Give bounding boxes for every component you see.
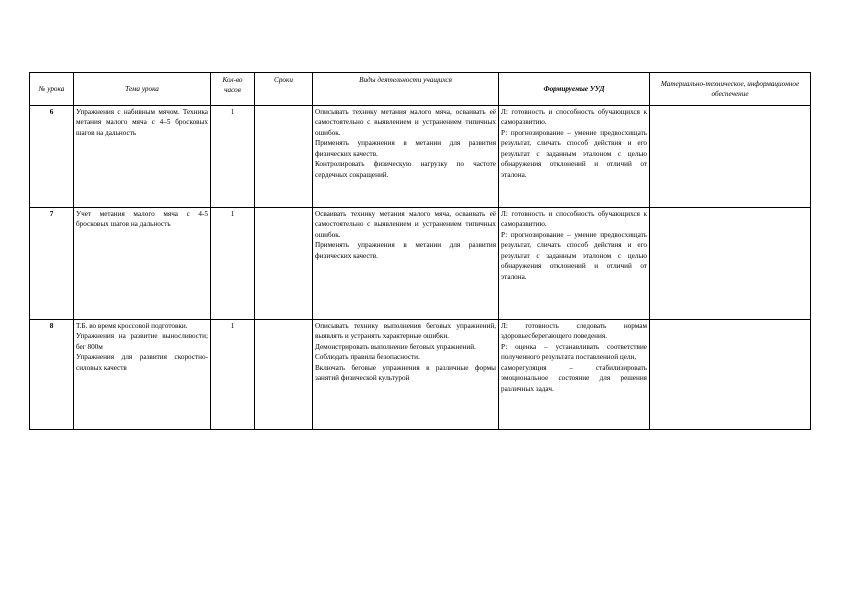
table-row xyxy=(30,208,811,320)
header-uud: Формируемые УУД xyxy=(499,73,650,106)
lesson-topic: Учет метания малого мяча с 4-5 бросковых шагов на дальность xyxy=(74,208,211,320)
lesson-topic: Упражнения с набивным мячом. Техника метания малого мяча с 4–5 бросковых шагов на дальность xyxy=(74,106,211,208)
activity-text: Применять упражнения в метании для развития физических качеств. xyxy=(315,241,496,260)
lesson-material xyxy=(650,320,811,430)
header-lesson-topic: Тема урока xyxy=(74,73,211,106)
lesson-uud xyxy=(499,320,650,430)
activity-text: Применять упражнения в метании для развития физических качеств. xyxy=(315,139,496,158)
lesson-material xyxy=(650,208,811,320)
topic-line: Упражнения на развитие выносливости; бег 800м xyxy=(76,332,208,351)
activity-text: Демонстрировать выполнение беговых упражнений. xyxy=(315,342,476,351)
lesson-dates xyxy=(255,106,313,208)
table-header-row xyxy=(30,73,811,106)
activity-text: Включать беговые упражнения в различные формы занятий физической культурой xyxy=(315,363,496,383)
uud-text: Р: прогнозирование – умение предвосхищать результат, сличать способ действия и его результат с заданным эталоном с целью обнаружения отклонений и отличий от эталона. xyxy=(501,128,647,179)
activity-text: Осваивать технику метания малого мяча, осваивать её самостоятельно с выявлением и устранением типичных ошибок. xyxy=(315,210,496,239)
uud-text: Л: готовность и способность обучающихся к саморазвитию. xyxy=(501,108,647,127)
lesson-hours: 1 xyxy=(211,320,255,430)
topic-line: Упражнения для развития скоростно-силовых качеств xyxy=(76,353,208,372)
lesson-number: 7 xyxy=(30,208,74,320)
lesson-activities xyxy=(313,106,499,208)
lesson-uud xyxy=(499,106,650,208)
lesson-number: 8 xyxy=(30,320,74,430)
activity-text: Описывать технику выполнения беговых упражнений, выявлять и устранять характерные ошибки. xyxy=(315,322,496,341)
lesson-dates xyxy=(255,320,313,430)
lesson-hours: 1 xyxy=(211,106,255,208)
topic-line: Т.Б. во время кроссовой подготовки. xyxy=(76,322,188,330)
lesson-uud xyxy=(499,208,650,320)
lesson-topic xyxy=(74,320,211,430)
activity-text: Соблюдать правила безопасности. xyxy=(315,353,420,362)
lesson-plan-table xyxy=(29,72,811,430)
table-row xyxy=(30,320,811,430)
header-hours: Кол-во часов xyxy=(211,73,255,106)
uud-text: Р: прогнозирование – умение предвосхищать результат, сличать способ действия и его результат с заданным эталоном с целью обнаружения отклонений и отличий от эталона. xyxy=(501,230,647,281)
uud-text: Р: оценка – устанавливать соответствие полученного результата поставленной цели, xyxy=(501,342,647,362)
lesson-hours: 1 xyxy=(211,208,255,320)
uud-text: Л: готовность следовать нормам здоровьесберегающего поведения. xyxy=(501,322,647,341)
lesson-material xyxy=(650,106,811,208)
header-activities: Виды деятельности учащихся xyxy=(313,73,499,106)
uud-text: саморегуляция – стабилизировать эмоциональное состояние для решения различных задач. xyxy=(501,363,647,393)
lesson-activities xyxy=(313,320,499,430)
lesson-number: 6 xyxy=(30,106,74,208)
activity-text: Контролировать физическую нагрузку по частоте сердечных сокращений. xyxy=(315,160,496,179)
table-row xyxy=(30,106,811,208)
lesson-dates xyxy=(255,208,313,320)
header-material: Материально-техническое, информационное обеспечение xyxy=(650,73,811,106)
activity-text: Описывать технику метания малого мяча, осваивать её самостоятельно с выявлением и устранением типичных ошибок. xyxy=(315,108,496,137)
lesson-activities xyxy=(313,208,499,320)
uud-text: Л: готовность и способность обучающихся к саморазвитию. xyxy=(501,210,647,229)
header-lesson-number: № урока xyxy=(30,73,74,106)
header-dates: Сроки xyxy=(255,73,313,106)
